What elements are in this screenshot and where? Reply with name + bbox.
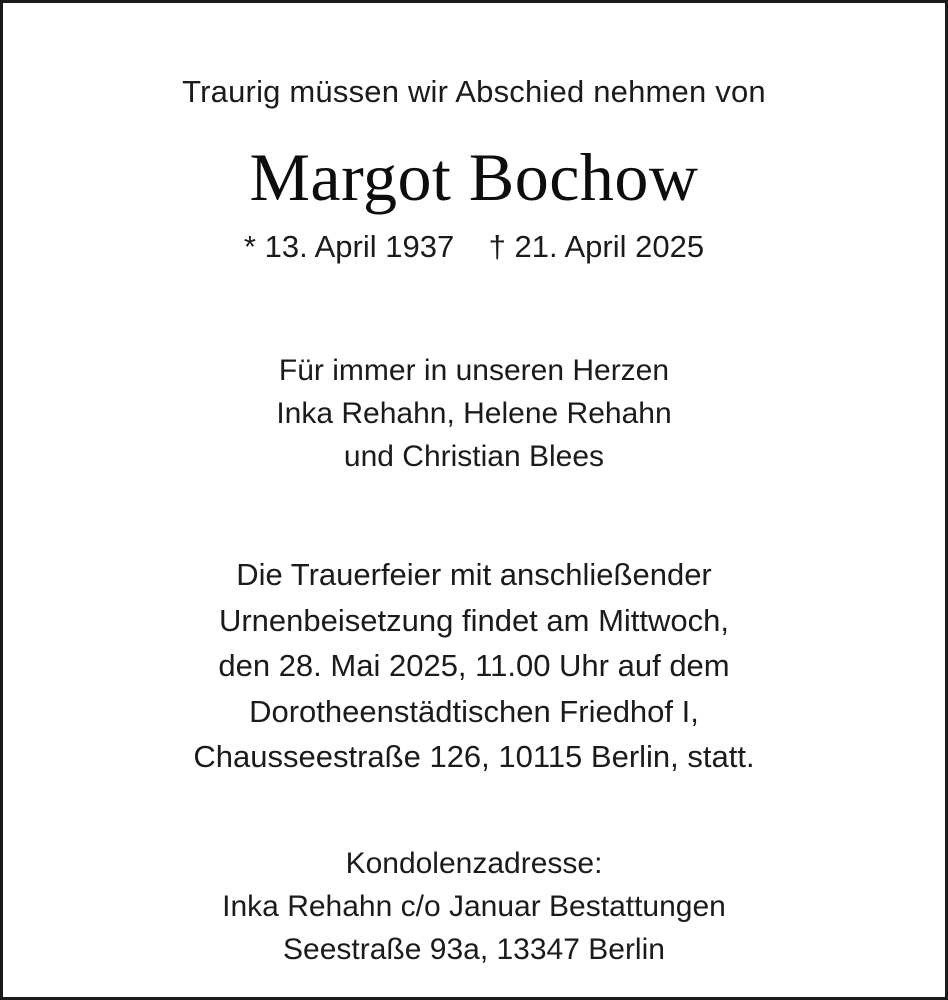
ceremony-line: Dorotheenstädtischen Friedhof I, — [249, 693, 699, 729]
family-message — [276, 349, 671, 479]
condolence-line: Inka Rehahn c/o Januar Bestattungen — [222, 890, 726, 924]
intro-text: Traurig müssen wir Abschied nehmen von — [182, 74, 766, 109]
ceremony-details — [193, 552, 754, 780]
ceremony-line: den 28. Mai 2025, 11.00 Uhr auf dem — [218, 648, 730, 684]
ceremony-line: Die Trauerfeier mit anschließender — [236, 557, 712, 593]
condolence-line: Seestraße 93a, 13347 Berlin — [283, 933, 665, 967]
ceremony-line: Urnenbeisetzung findet am Mittwoch, — [218, 602, 730, 638]
condolence-heading: Kondolenzadresse: — [345, 846, 603, 880]
family-line: Für immer in unseren Herzen — [278, 353, 670, 387]
ceremony-line: Chausseestraße 126, 10115 Berlin, statt. — [193, 739, 755, 775]
family-line: und Christian Blees — [343, 439, 605, 473]
family-line: Inka Rehahn, Helene Rehahn — [276, 396, 672, 430]
condolence-address — [222, 842, 726, 972]
deceased-name: Margot Bochow — [249, 138, 699, 215]
life-dates: * 13. April 1937 † 21. April 2025 — [243, 228, 705, 264]
